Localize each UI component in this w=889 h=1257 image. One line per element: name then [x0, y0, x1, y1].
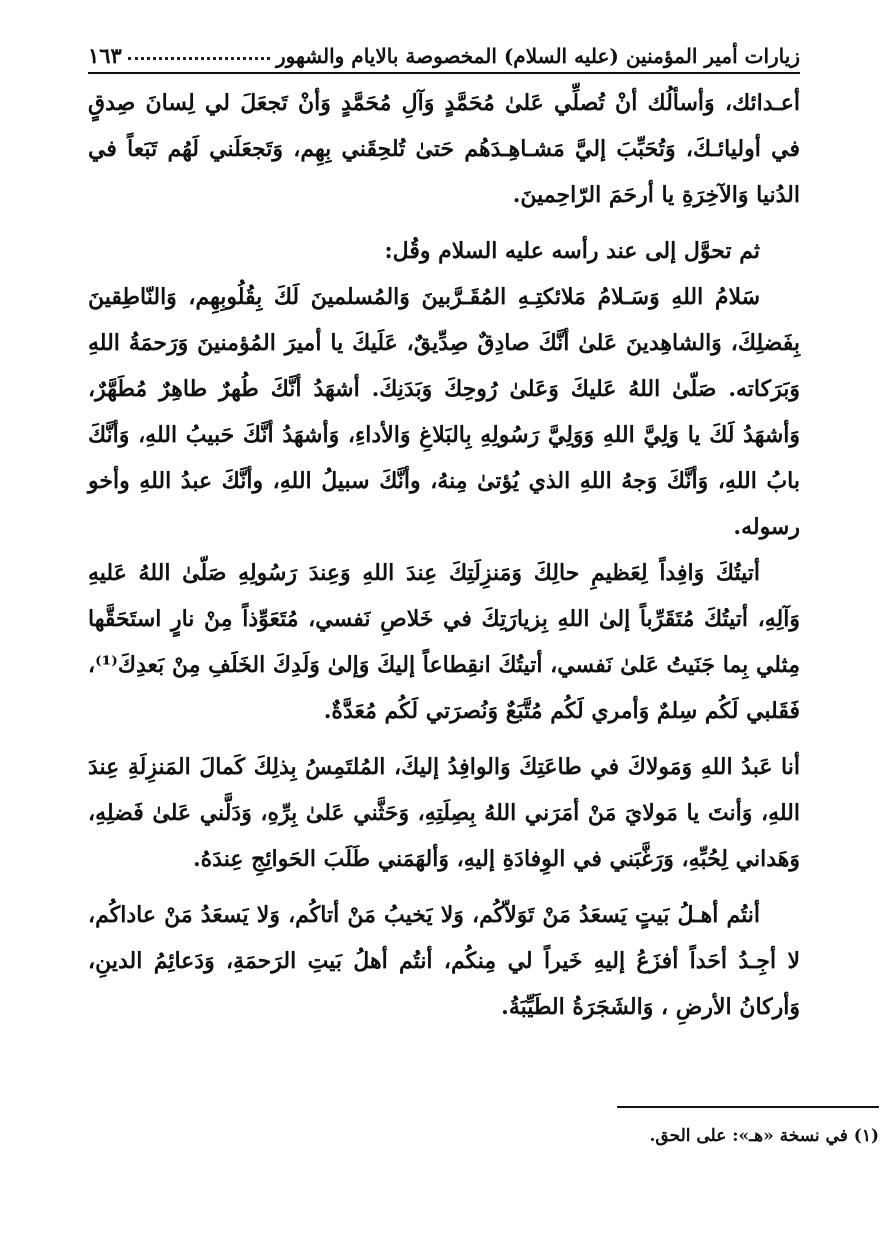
paragraph-servant: أنا عَبدُ اللهِ وَمَولاكَ في طاعَتِكَ وَالوافِدُ إليكَ، المُلتَمِسُ بِذلِكَ كَمالَ المَنزِلَةِ عِندَ اللهِ، وَأنتَ يا مَولايَ مَنْ أمَرَني اللهُ بِصِلَتِهِ، وَحَثَّني عَلىٰ بِرِّهِ، وَدَلَّني عَلىٰ فَضلِهِ، وَهَداني لِحُبِّهِ، وَرَغَّبَني في الوِفادَةِ إليهِ، وَألهَمَني طَلَبَ الحَوائِجِ عِندَهُ.: [88, 754, 800, 872]
paragraph-arrival: أتيتُكَ وَافِداً لِعَظيمِ حالِكَ وَمَنزِلَتِكَ عِندَ اللهِ وَعِندَ رَسُولِهِ صَلّىٰ اللهُ عَليهِ وَآلِهِ، أتيتُكَ مُتَقَرِّباً إلىٰ اللهِ بِزيارَتِكَ في خَلاصِ نَفسي، مُتَعَوِّذاً مِنْ نارٍ استَحَقَّها مِثلي بِما جَنَيتُ عَلىٰ نَفسي، أتيتُكَ انقِطاعاً إليكَ وَإلىٰ وَلَدِكَ الخَلَفِ مِنْ بَعدِكَ⁽¹⁾، فَقَلبي لَكُم سِلمٌ وَأمري لَكُم مُتَّبَعٌ وَنُصرَتي لَكُم مُعَدَّةٌ.: [88, 560, 800, 724]
page-number: ١٦٣: [88, 43, 122, 68]
paragraph-instruction: ثم تحوَّل إلى عند رأسه عليه السلام وقُل:: [384, 238, 760, 264]
footnote-rule: [617, 1106, 879, 1108]
paragraph-1: أعـدائك، وَأسألُك أنْ تُصلِّي عَلىٰ مُحَمَّدٍ وَآلِ مُحَمَّدٍ وَأنْ تَجعَلَ لي لِسانَ صِدقٍ في أوليائـكَ، وَتُحَبِّبَ إليَّ مَشـاهِـدَهُم حَتىٰ تُلحِقَني بِهِم، وَتَجعَلَني لَهُم تَبَعاً في الدُنيا وَالآخِرَةِ يا أرحَمَ الرّاحِمينَ.: [88, 90, 800, 208]
leader-dots: [128, 56, 270, 60]
paragraph-salutation: سَلامُ اللهِ وَسَـلامُ مَلائكتِـهِ المُقَـرَّبينَ وَالمُسلمينَ لَكَ بِقُلُوبِهِم، وَالنّاطِقينَ بِفَضلِكَ، وَالشاهِدينَ عَلىٰ أنَّكَ صادِقٌ صِدِّيقٌ، عَلَيكَ يا أميرَ المُؤمنينَ وَرَحمَةُ اللهِ وَبَرَكاته. صَلّىٰ اللهُ عَليكَ وَعَلىٰ رُوحِكَ وَبَدَنِكَ. أشهَدُ أنَّكَ طُهرٌ طاهِرٌ مُطَهَّرٌ، وَأشهَدُ لَكَ يا وَلِيَّ اللهِ وَوَلِيَّ رَسُولِهِ بِالبَلاغِ وَالأداءِ، وَأشهَدُ أنَّكَ حَبيبُ اللهِ، وَأنَّكَ بابُ اللهِ، وَأنَّكَ وَجهُ اللهِ الذي يُؤتىٰ مِنهُ، وأنَّكَ سبيلُ اللهِ، وأنَّكَ عبدُ اللهِ وأخو رسوله.: [88, 284, 800, 540]
footnote: (١) في نسخة «هـ»: على الحق.: [649, 1126, 879, 1146]
paragraph-household: أنتُم أهـلُ بَيتٍ يَسعَدُ مَنْ تَوَلاّكُم، وَلا يَخيبُ مَنْ أتاكُم، وَلا يَسعَدُ مَنْ عاداكُم، لا أجِـدُ أحَداً أفزَعُ إليهِ خَيراً لي مِنكُم، أنتُم أهلُ بَيتِ الرَحمَةِ، وَدَعائِمُ الدينِ، وَأركانُ الأرضِ ، وَالشَجَرَةُ الطَيِّبَةُ.: [88, 902, 801, 1020]
running-title: زيارات أمير المؤمنين (عليه السلام) المخصوصة بالايام والشهور: [275, 44, 800, 68]
book-page: [88, 28, 800, 1228]
body-text: [88, 80, 800, 1030]
page-header: [88, 28, 800, 74]
